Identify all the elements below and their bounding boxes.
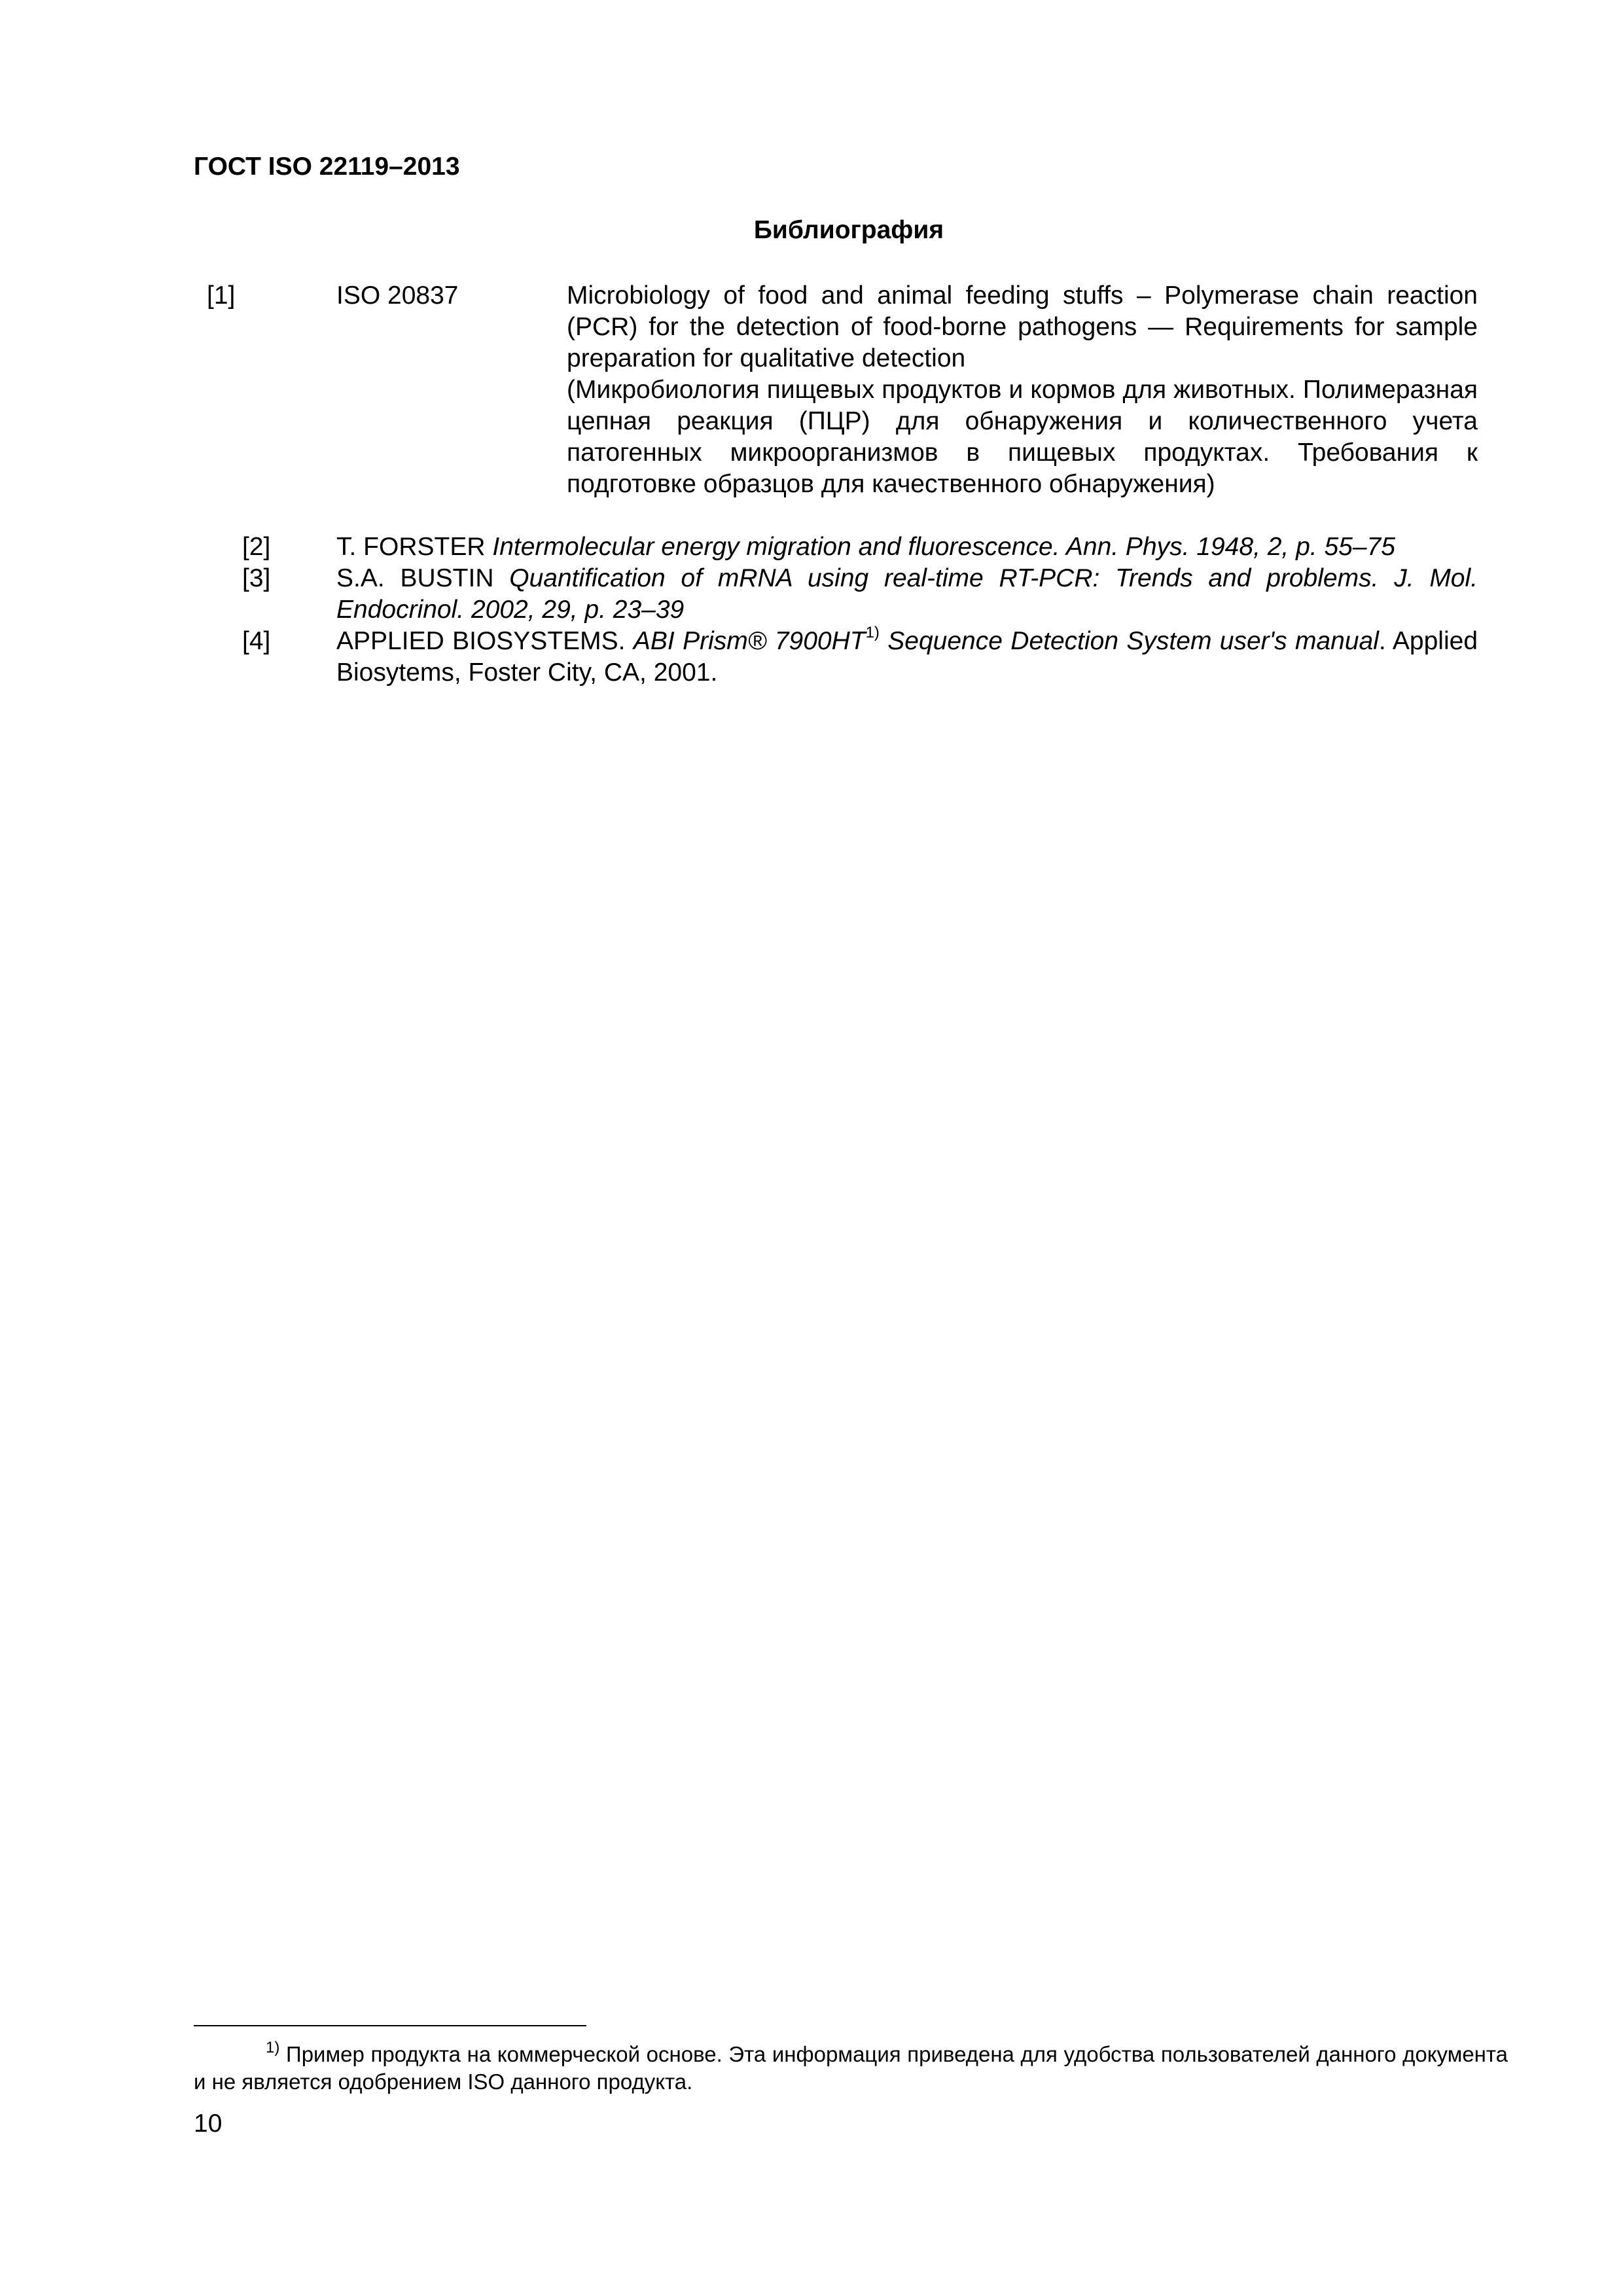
- reference-3-number: [3]: [242, 564, 271, 592]
- reference-4-author: APPLIED BIOSYSTEMS.: [336, 627, 626, 655]
- footnote-text: Пример продукта на коммерческой основе. Эта информация приведена для удобства пользователей данного документа и не является одобрением ISO данного продукта.: [194, 2042, 1508, 2094]
- reference-3-author: S.A. BUSTIN: [336, 564, 494, 592]
- reference-1-code: ISO 20837: [336, 281, 459, 310]
- reference-2-author: T. FORSTER: [336, 533, 486, 561]
- document-header: ГОСТ ISO 22119–2013: [194, 152, 460, 181]
- reference-4: [336, 626, 1478, 689]
- reference-1-number: [1]: [207, 281, 236, 310]
- reference-1-title-ru: (Микробиология пищевых продуктов и кормов для животных. Полимеразная цепная реакция (ПЦР) для обнаружения и количественного учета патогенных микроорганизмов в пищевых продуктах. Требования к подготовке образцов для качественного обнаружения): [567, 376, 1478, 498]
- reference-4-title-b: Sequence Detection System user's manual: [887, 627, 1379, 655]
- reference-3-title: Quantification of mRNA using real-time RT-PCR: Trends and problems. J. Mol. Endocrinol. 2002, 29, p. 23–39: [336, 564, 1478, 624]
- reference-2: [336, 531, 1488, 563]
- section-title: Библиография: [753, 216, 944, 244]
- reference-4-tail: . Applied Biosytems, Foster City, CA, 2001.: [336, 627, 1478, 687]
- reference-4-number: [4]: [242, 627, 271, 655]
- footnote-separator: [194, 2025, 586, 2026]
- footnote: [194, 2041, 1508, 2096]
- reference-1-title-en: Microbiology of food and animal feeding stuffs – Polymerase chain reaction (PCR) for the detection of food-borne pathogens — Requirements for sample preparation for qualitative detection: [567, 281, 1478, 372]
- reference-2-title: Intermolecular energy migration and fluorescence. Ann. Phys. 1948, 2, p. 55–75: [492, 533, 1395, 561]
- footnote-mark: 1): [266, 2039, 280, 2056]
- footnote-marker: 1): [865, 624, 880, 641]
- reference-4-title-a: ABI Prism® 7900HT: [633, 627, 866, 655]
- page-number: 10: [194, 2109, 223, 2138]
- reference-3: [336, 563, 1478, 626]
- reference-2-number: [2]: [242, 533, 271, 561]
